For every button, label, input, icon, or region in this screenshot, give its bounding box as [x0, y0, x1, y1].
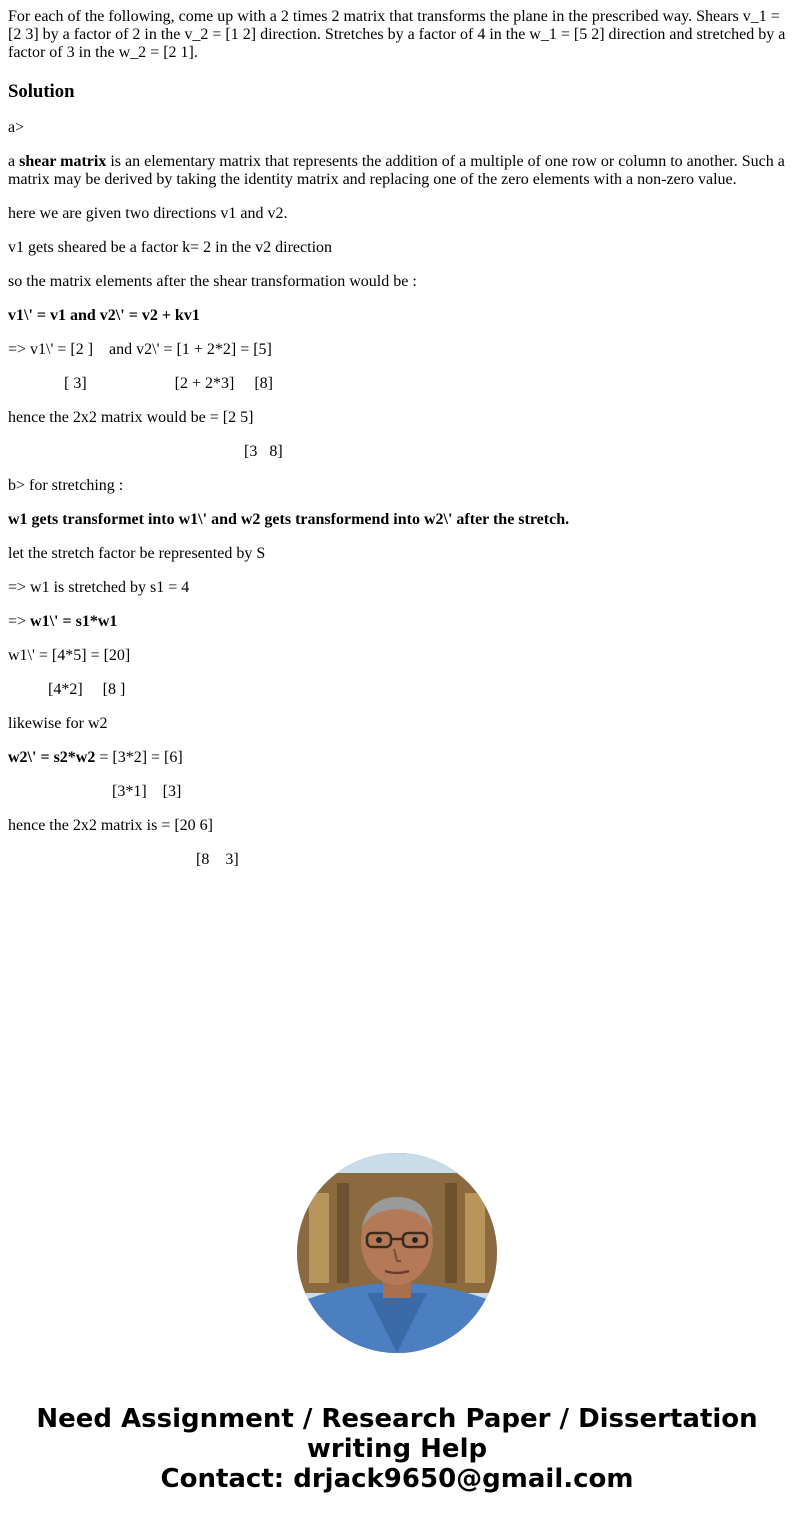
footer-line-1: Need Assignment / Research Paper / Dissertation: [36, 1404, 758, 1434]
tutor-photo: [297, 1153, 497, 1353]
w1-calc-row1: w1\' = [4*5] = [20]: [8, 647, 131, 664]
so-line: so the matrix elements after the shear transformation would be :: [8, 273, 417, 290]
question-text: For each of the following, come up with a 2 times 2 matrix that transforms the plane in the prescribed way. Shears v_1 = [2 3] by a factor of 2 in the v_2 = [1 2] direction. Stretches by a factor of 4 in the w_1 = [5 2] direction and stretched by a factor of 3 in the w_2 = [2 1].: [8, 8, 786, 61]
w2-calc-row2: [3*1] [3]: [8, 783, 182, 800]
stretch-factor-line: let the stretch factor be represented by S: [8, 545, 266, 562]
w1-calc-row2: [4*2] [8 ]: [8, 681, 126, 698]
stretch-statement: w1 gets transformet into w1\' and w2 gets transformend into w2\' after the stretch.: [8, 511, 570, 528]
document-body: [8, 0, 788, 869]
w2-calc-row1: w2\' = s2*w2 = [3*2] = [6]: [8, 749, 183, 766]
s1-line: => w1 is stretched by s1 = 4: [8, 579, 190, 596]
stretch-result-row1: hence the 2x2 matrix is = [20 6]: [8, 817, 213, 834]
solution-heading: Solution: [8, 81, 75, 102]
shear-calc-row2: [ 3] [2 + 2*3] [8]: [8, 375, 273, 392]
stretch-result-row2: [8 3]: [8, 851, 239, 868]
footer-ad: [0, 1404, 794, 1494]
given-line: here we are given two directions v1 and v2.: [8, 205, 288, 222]
shear-definition: a shear matrix is an elementary matrix that represents the addition of a multiple of one row or column to another. Such a matrix may be derived by taking the identity matrix and replacing one of the zero elements with a non-zero value.: [8, 153, 785, 188]
w1-formula: => w1\' = s1*w1: [8, 613, 118, 630]
footer-line-2: writing Help: [306, 1434, 488, 1464]
portrait-illustration: [297, 1153, 497, 1353]
likewise-line: likewise for w2: [8, 715, 108, 732]
shear-result-row2: [3 8]: [8, 443, 283, 460]
part-a-label: a>: [8, 119, 25, 136]
shear-formula: v1\' = v1 and v2\' = v2 + kv1: [8, 307, 200, 324]
shear-matrix-term: shear matrix: [19, 153, 107, 170]
shear-calc-row1: => v1\' = [2 ] and v2\' = [1 + 2*2] = [5]: [8, 341, 272, 358]
part-b-label: b> for stretching :: [8, 477, 124, 494]
footer-contact: Contact: drjack9650@gmail.com: [160, 1464, 634, 1494]
shear-result-row1: hence the 2x2 matrix would be = [2 5]: [8, 409, 254, 426]
sheared-line: v1 gets sheared be a factor k= 2 in the v2 direction: [8, 239, 333, 256]
